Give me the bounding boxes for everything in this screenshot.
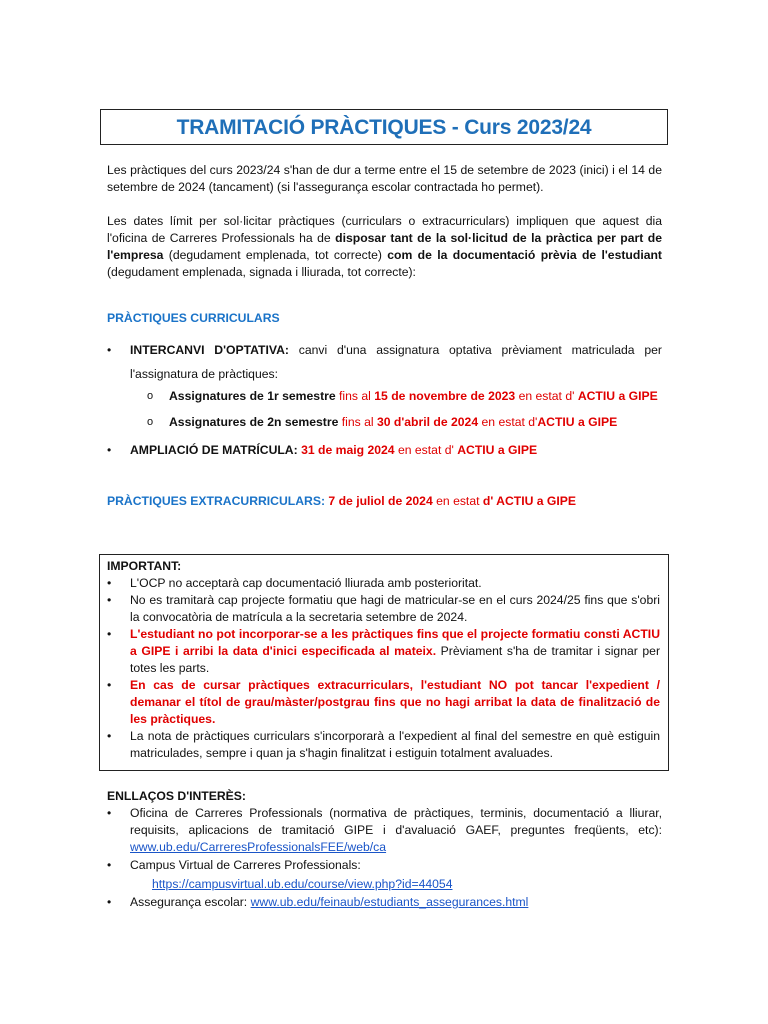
bullet-icon: • (107, 443, 112, 457)
important-heading: IMPORTANT: (107, 559, 182, 573)
links-item-text: Campus Virtual de Carreres Professionals: (130, 858, 361, 872)
extracurriculars-line (107, 493, 662, 510)
intercanvi-text: canvi d'una assignatura optativa prèviament matriculada per l'assignatura de pràctiques: (130, 343, 662, 381)
circle-bullet-icon: o (147, 390, 154, 402)
deadlines-text: Les dates límit per sol·licitar pràctiques (curriculars o extracurriculars) impliquen que aquest dia l'oficina de Carreres Professionals ha de (107, 214, 662, 245)
extracurriculars-state: en estat (432, 494, 483, 508)
important-item (107, 575, 660, 592)
ampliacio-item (107, 442, 662, 459)
bullet-icon: • (107, 593, 112, 607)
insurance-link[interactable]: www.ub.edu/feinaub/estudiants_assegurances.html (250, 895, 529, 909)
campus-link[interactable]: https://campusvirtual.ub.edu/course/view.php?id=44054 (152, 877, 453, 891)
sem2-label: Assignatures de 2n semestre (169, 415, 339, 429)
circle-bullet-icon: o (147, 416, 154, 428)
deadlines-bold-student: com de la documentació prèvia de l'estudiant (387, 248, 662, 262)
intro-paragraph-dates: Les pràctiques del curs 2023/24 s'han de dur a terme entre el 15 de setembre de 2023 (inici) i el 14 de setembre de 2024 (tancament) (si l'assegurança escolar contractada ho permet). (107, 163, 662, 194)
important-item-text: No es tramitarà cap projecte formatiu que hagi de matricular-se en el curs 2024/25 fins que s'obri la convocatòria de matrícula a la secretaria setembre de 2024. (130, 593, 660, 624)
sem1-label: Assignatures de 1r semestre (169, 389, 336, 403)
bullet-icon: • (107, 806, 112, 820)
extracurriculars-actiu: d' ACTIU a GIPE (482, 494, 577, 508)
important-item (107, 728, 660, 762)
bullet-icon: • (107, 627, 112, 641)
important-item-text: L'OCP no acceptarà cap documentació lliurada amb posterioritat. (130, 576, 482, 590)
important-item-text-red: En cas de cursar pràctiques extracurriculars, l'estudiant NO pot tancar l'expedient / demanar el títol de grau/màster/postgrau fins que no hagi arribat la data de finalització de les pràctiques. (130, 678, 660, 726)
bullet-icon: • (107, 576, 112, 590)
important-item-text: Prèviament s'ha de tramitar i signar per totes les parts. (130, 644, 661, 675)
extracurriculars-heading: PRÀCTIQUES EXTRACURRICULARS: (107, 494, 326, 508)
bullet-icon: • (107, 858, 112, 872)
sem1-actiu: ACTIU a GIPE (577, 389, 658, 403)
links-item-campus (107, 857, 662, 874)
links-heading: ENLLAÇOS D'INTERÈS: (107, 789, 246, 803)
deadlines-bold-company: disposar tant de la sol·licitud de la pràctica per part de l'empresa (107, 231, 662, 262)
sem2-mid: fins al (338, 415, 377, 429)
sem1-item (147, 388, 667, 405)
important-item-text-red: L'estudiant no pot incorporar-se a les pràctiques fins que el projecte formatiu consti ACTIU a GIPE i arribi la data d'inici especificada al mateix. (130, 627, 660, 658)
important-item-text: La nota de pràctiques curriculars s'incorporarà a l'expedient al final del semestre en què estiguin matriculades, sempre i quan ja s'hagin finalitzat i estiguin totalment avaluades. (130, 729, 660, 760)
sem2-date: 30 d'abril de 2024 (376, 415, 479, 429)
bullet-icon: • (107, 729, 112, 743)
bullet-icon: • (107, 895, 112, 909)
links-item-text: Assegurança escolar: (130, 895, 251, 909)
intercanvi-item (107, 338, 662, 386)
sem2-actiu: ACTIU a GIPE (537, 415, 618, 429)
important-item (107, 592, 660, 626)
sem1-date: 15 de novembre de 2023 (374, 389, 516, 403)
curriculars-heading: PRÀCTIQUES CURRICULARS (107, 311, 280, 325)
sem2-state: en estat d' (478, 415, 538, 429)
ampliacio-label: AMPLIACIÓ DE MATRÍCULA: (130, 443, 298, 457)
deadlines-text-2: (degudament emplenada, tot correcte) (163, 248, 388, 262)
bullet-icon: • (107, 343, 112, 357)
sem1-state: en estat d' (515, 389, 578, 403)
important-item (107, 626, 660, 677)
bullet-icon: • (107, 678, 112, 692)
links-item-text: Oficina de Carreres Professionals (normativa de pràctiques, terminis, documentació a lliurar, requisits, aplicacions de tramitació GIPE i d'avaluació GAEF, preguntes freqüents, etc): (130, 806, 662, 837)
page-title: TRAMITACIÓ PRÀCTIQUES - Curs 2023/24 (176, 115, 592, 139)
ampliacio-state: en estat d' (394, 443, 458, 457)
intercanvi-label: INTERCANVI D'OPTATIVA: (130, 343, 289, 357)
title-box (100, 109, 668, 145)
ocp-link[interactable]: www.ub.edu/CarreresProfessionalsFEE/web/ca (130, 840, 387, 854)
important-item (107, 677, 660, 728)
sem1-mid: fins al (335, 389, 375, 403)
important-box (99, 554, 669, 771)
sem2-item (147, 414, 667, 431)
links-item-insurance (107, 894, 662, 911)
ampliacio-actiu: ACTIU a GIPE (457, 443, 538, 457)
ampliacio-date: 31 de maig 2024 (297, 443, 395, 457)
deadlines-text-3: (degudament emplenada, signada i lliurada, tot correcte): (107, 265, 416, 279)
extracurriculars-date: 7 de juliol de 2024 (325, 494, 433, 508)
intro-paragraph-deadlines (107, 213, 662, 281)
links-item-ocp (107, 805, 662, 856)
